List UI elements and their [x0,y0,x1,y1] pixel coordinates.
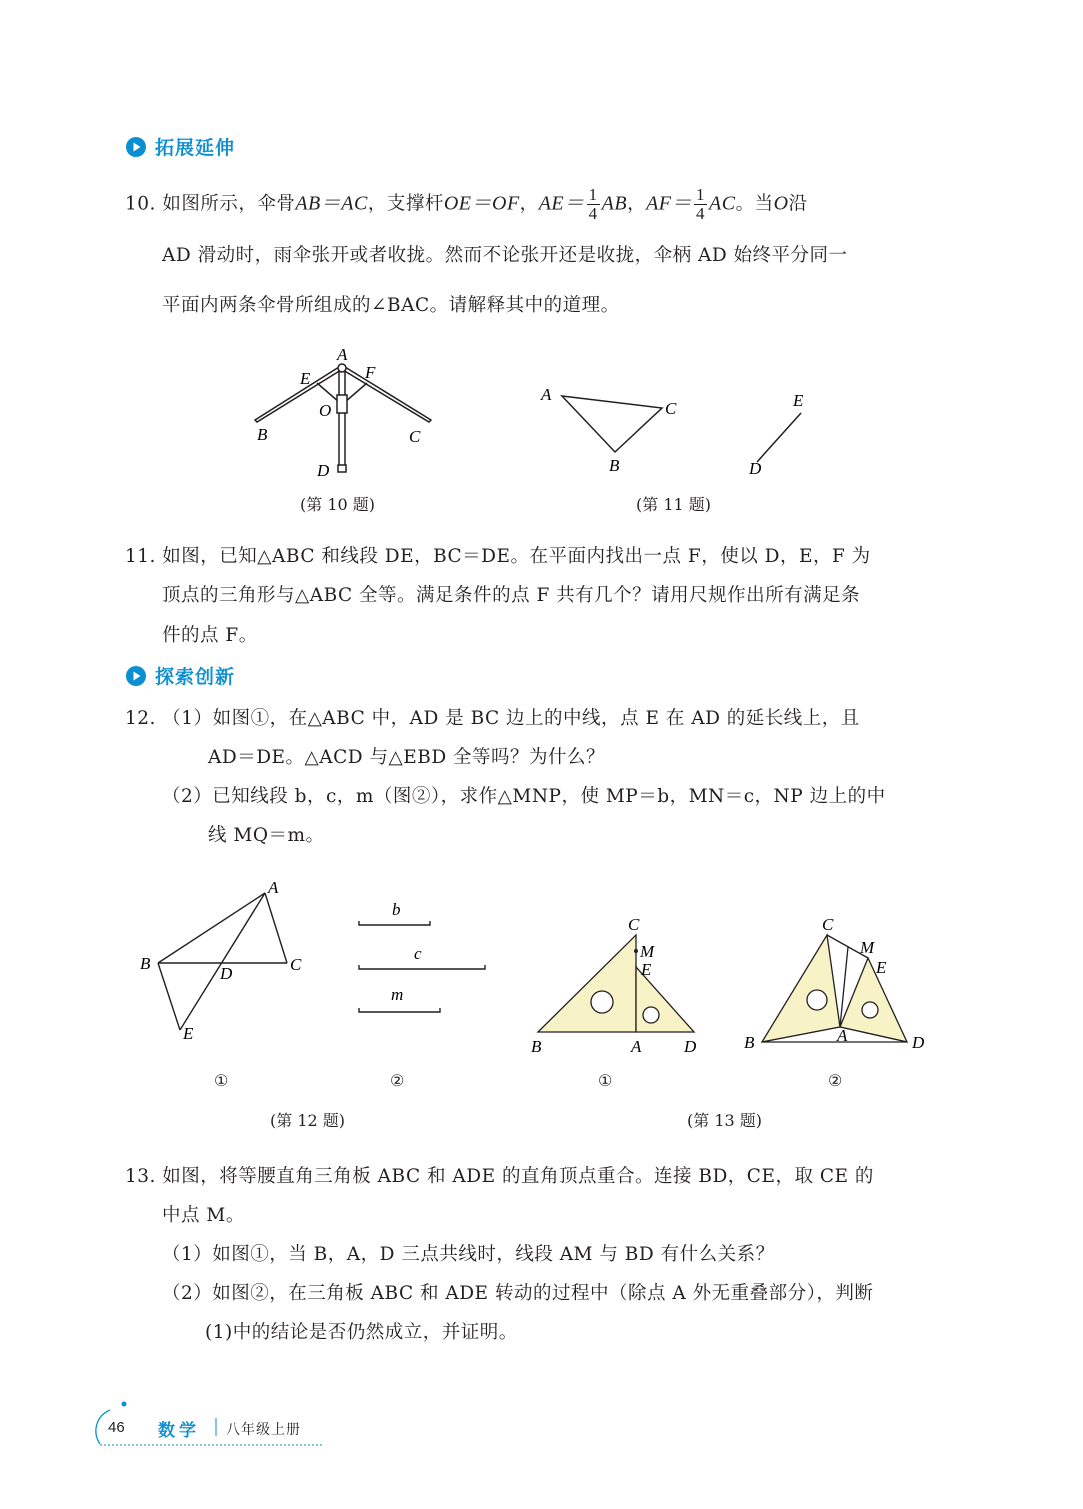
fig11-label-B: B [609,456,620,475]
fig12-caption: (第 12 题) [270,1111,346,1130]
fig10-label-B: B [257,425,268,444]
fig10-label-A: A [337,345,348,364]
fig11-label-D: D [749,459,762,478]
play-circle-icon [125,665,147,687]
footer-grade: 八年级上册 [226,1422,301,1438]
fig13-caption: (第 13 题) [687,1111,763,1130]
section-title: 拓展延伸 [155,137,236,159]
q13-line2: 中点 M。 [162,1205,245,1226]
q11-line3: 件的点 F。 [162,625,258,646]
q13-line1: 13. 如图，将等腰直角三角板 ABC 和 ADE 的直角顶点重合。连接 BD，CE，取 CE 的 [125,1166,874,1187]
fig11-caption: (第 11 题) [636,495,712,514]
q10-line3: 平面内两条伞骨所组成的∠BAC。请解释其中的道理。 [162,295,620,316]
q12-part2-line2: 线 MQ＝m。 [208,825,325,846]
q12-part1-line1: 12. （1）如图①，在△ABC 中，AD 是 BC 边上的中线，点 E 在 AD 的延长线上，且 [125,708,860,729]
figure-13-1 [525,905,710,1060]
fig13-1-label-E: E [641,960,652,979]
fig11-label-C: C [665,399,677,418]
fig12-2-label-m: m [391,985,404,1004]
fig10-label-C: C [409,427,421,446]
fig13-1-label-M: M [640,942,655,961]
fig11-label-A: A [541,385,552,404]
figure-12-1 [135,875,315,1050]
fig13-sub1: ① [598,1071,613,1090]
fig12-1-label-C: C [290,955,302,974]
section-title: 探索创新 [155,666,236,688]
fig13-2-label-C: C [822,915,834,934]
fig11-label-E: E [793,391,804,410]
q12-part1-line2: AD＝DE。△ACD 与△EBD 全等吗？为什么？ [208,747,606,768]
play-circle-icon [125,136,147,158]
q12-part2-line1: （2）已知线段 b，c，m（图②），求作△MNP，使 MP＝b，MN＝c，NP 边上的中 [162,786,886,807]
fig12-2-label-c: c [414,944,422,963]
fraction: $\frac{1}{4}$ [588,185,598,223]
fig13-2-label-A: A [837,1026,848,1045]
footer-subject: 数学 [158,1421,200,1441]
fig10-caption: (第 10 题) [300,495,376,514]
fig13-2-label-B: B [744,1033,755,1052]
fig12-1-label-E: E [183,1024,194,1043]
fig12-2-label-b: b [392,900,401,919]
fig12-1-label-B: B [140,954,151,973]
fig13-2-label-M: M [860,938,875,957]
fig10-label-D: D [317,461,330,480]
q13-line3: （1）如图①，当 B，A，D 三点共线时，线段 AM 与 BD 有什么关系？ [162,1244,775,1265]
fig13-2-label-D: D [912,1033,925,1052]
q13-line4: （2）如图②，在三角板 ABC 和 ADE 转动的过程中（除点 A 外无重叠部分），判断 [162,1283,874,1304]
q13-line5: (1)中的结论是否仍然成立，并证明。 [205,1322,518,1343]
q11-line1: 11. 如图，已知△ABC 和线段 DE，BC＝DE。在平面内找出一点 F，使以 D，E，F 为 [125,546,871,567]
fig13-1-label-A: A [631,1037,642,1056]
section-extension [125,133,235,160]
fig12-sub1: ① [214,1071,229,1090]
fig10-label-F: F [365,363,376,382]
q11-line2: 顶点的三角形与△ABC 全等。满足条件的点 F 共有几个？请用尺规作出所有满足条 [162,585,861,606]
fig13-1-label-D: D [684,1037,697,1056]
figure-11 [535,380,825,480]
fig13-1-label-B: B [531,1037,542,1056]
fig13-1-label-C: C [628,915,640,934]
q10-line1: 10. 如图所示，伞骨AB＝AC，支撑杆OE＝OF，AE＝ $\frac{1}{4}$ AB，AF＝ $\frac{1}{4}$ AC。当O沿 [125,185,808,223]
section-innovation [125,662,235,689]
fig13-2-label-E: E [876,958,887,977]
q10-line2: AD 滑动时，雨伞张开或者收拢。然而不论张开还是收拢，伞柄 AD 始终平分同一 [162,245,848,266]
figure-13-2 [740,905,940,1060]
page-number: 46 [108,1419,125,1436]
figure-10-umbrella [245,340,445,485]
figure-12-2-segments [350,895,495,1025]
fig10-label-E: E [300,369,311,388]
fig10-label-O: O [319,401,332,420]
fig13-sub2: ② [828,1071,843,1090]
fig12-1-label-D: D [220,964,233,983]
fig12-sub2: ② [390,1071,405,1090]
fig12-1-label-A: A [268,878,279,897]
fraction: $\frac{1}{4}$ [696,185,706,223]
